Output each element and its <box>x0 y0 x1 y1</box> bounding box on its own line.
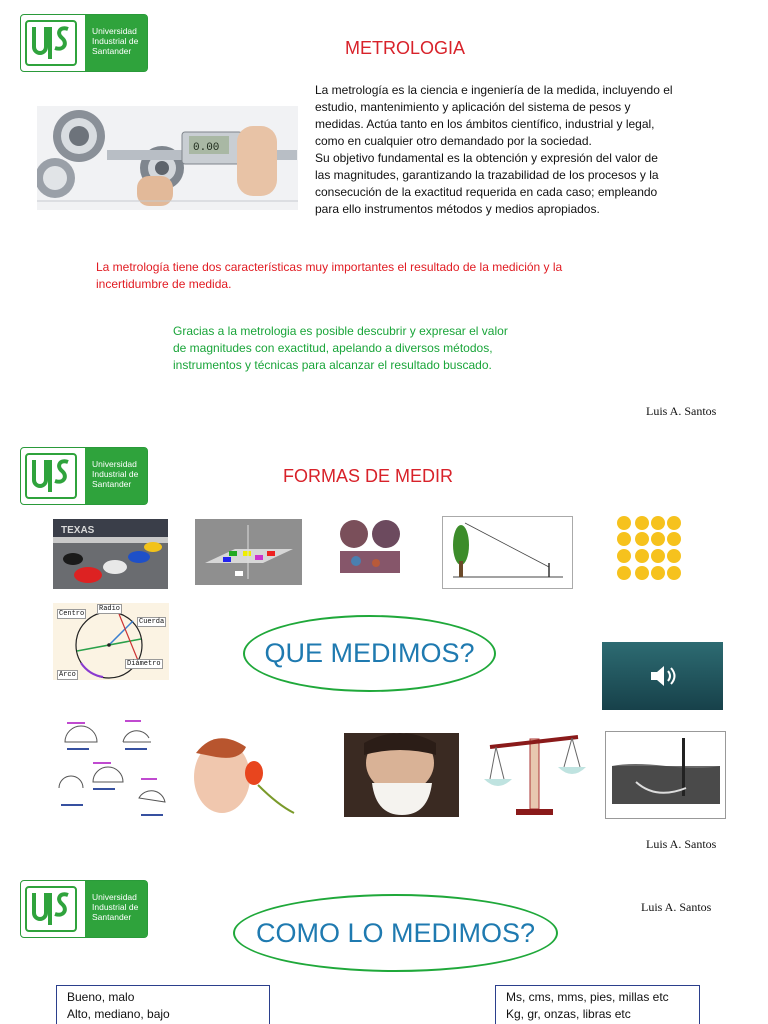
label-radio: Radio <box>99 605 121 613</box>
slide1-author: Luis A. Santos <box>646 404 717 418</box>
slide3-author: Luis A. Santos <box>641 900 712 914</box>
svg-text:0.00: 0.00 <box>193 142 220 154</box>
audio-play-button[interactable] <box>602 642 723 710</box>
paragraph-line: como en cualquier otro demandado por la sociedad. <box>315 134 592 148</box>
logo-line-2: Industrial de <box>92 469 139 479</box>
uis-logo-mark-icon <box>25 452 77 500</box>
smelling-flower-photo <box>194 733 310 817</box>
que-medimos-oval <box>243 615 496 692</box>
logo-line-1: Universidad <box>92 26 137 36</box>
uis-logo <box>20 14 148 72</box>
soil-probe-image <box>605 731 726 819</box>
label-arco: Arco <box>59 671 76 679</box>
logo-line-1: Universidad <box>92 459 137 469</box>
paragraph-line: Su objetivo fundamental es la obtención y expresión del valor de <box>315 151 658 165</box>
label-cuerda: Cuerda <box>139 618 165 626</box>
caliper-illustration <box>37 106 298 210</box>
red-text-line: incertidumbre de medida. <box>96 277 232 291</box>
paragraph-line: las magnitudes, garantizando la trazabilidad de los procesos y la <box>315 168 659 182</box>
red-text-line: La metrología tiene dos características muy importantes el resultado de la medición y la <box>96 260 563 274</box>
green-text-line: instrumentos y técnicas para alcanzar el resultado buscado. <box>173 358 492 372</box>
qualitative-line: Alto, mediano, bajo <box>67 1007 170 1021</box>
tree-height-diagram <box>442 516 573 589</box>
map-globes-image <box>336 519 404 579</box>
drinking-cup-photo <box>344 733 459 817</box>
slide1-paragraph <box>315 82 725 218</box>
uis-logo <box>20 880 148 938</box>
logo-line-3: Santander <box>92 479 132 489</box>
speaker-icon <box>649 665 677 687</box>
como-lo-medimos-oval <box>233 894 558 972</box>
logo-line-3: Santander <box>92 46 132 56</box>
logo-line-2: Industrial de <box>92 902 139 912</box>
green-text-line: Gracias a la metrologia es posible descubrir y expresar el valor <box>173 324 508 338</box>
slide2-title: FORMAS DE MEDIR <box>283 466 454 486</box>
logo-line-1: Universidad <box>92 892 137 902</box>
race-sign-text: TEXAS <box>61 525 95 536</box>
slide1-green-text <box>173 323 573 374</box>
balance-scale-image <box>482 729 587 819</box>
circle-parts-diagram <box>53 603 169 680</box>
como-lo-medimos-text: COMO LO MEDIMOS? <box>255 917 536 948</box>
qualitative-line: Bueno, malo <box>67 990 135 1004</box>
logo-line-3: Santander <box>92 912 132 922</box>
quantitative-line: Ms, cms, mms, pies, millas etc <box>506 990 669 1004</box>
qualitative-box <box>56 985 270 1024</box>
quantitative-line: Kg, gr, onzas, libras etc <box>506 1007 631 1021</box>
emoji-faces-image <box>608 511 690 585</box>
paragraph-line: consecución de la exactitud requerida en cada caso; empleando <box>315 185 658 199</box>
slide1-red-text <box>96 259 636 293</box>
uis-logo-mark-icon <box>25 885 77 933</box>
logo-line-2: Industrial de <box>92 36 139 46</box>
caliper-photo <box>37 106 298 210</box>
uis-logo-text <box>85 881 147 937</box>
label-centro: Centro <box>59 610 85 618</box>
paragraph-line: estudio, mantenimiento y aplicación del sistema de pesos y <box>315 100 631 114</box>
que-medimos-text: QUE MEDIMOS? <box>264 638 475 668</box>
uis-logo <box>20 447 148 505</box>
quantitative-box <box>495 985 700 1024</box>
green-text-line: de magnitudes con exactitud, apelando a diversos métodos, <box>173 341 493 355</box>
uis-logo-text <box>85 448 147 504</box>
paragraph-line: medidas. Actúa tanto en los ámbitos científico, industrial y legal, <box>315 117 655 131</box>
uis-logo-text <box>85 15 147 71</box>
paragraph-line: La metrología es la ciencia e ingeniería de la medida, incluyendo el <box>315 83 673 97</box>
geometry-planes-image <box>195 519 302 585</box>
slide1-title: METROLOGIA <box>345 38 466 58</box>
angle-types-image <box>53 716 171 820</box>
uis-logo-mark-icon <box>25 19 77 67</box>
paragraph-line: para ello instrumentos métodos y medios apropiados. <box>315 202 600 216</box>
race-cars-image <box>53 519 168 589</box>
label-diametro: Diámetro <box>127 660 161 668</box>
slide2-author: Luis A. Santos <box>646 837 717 851</box>
